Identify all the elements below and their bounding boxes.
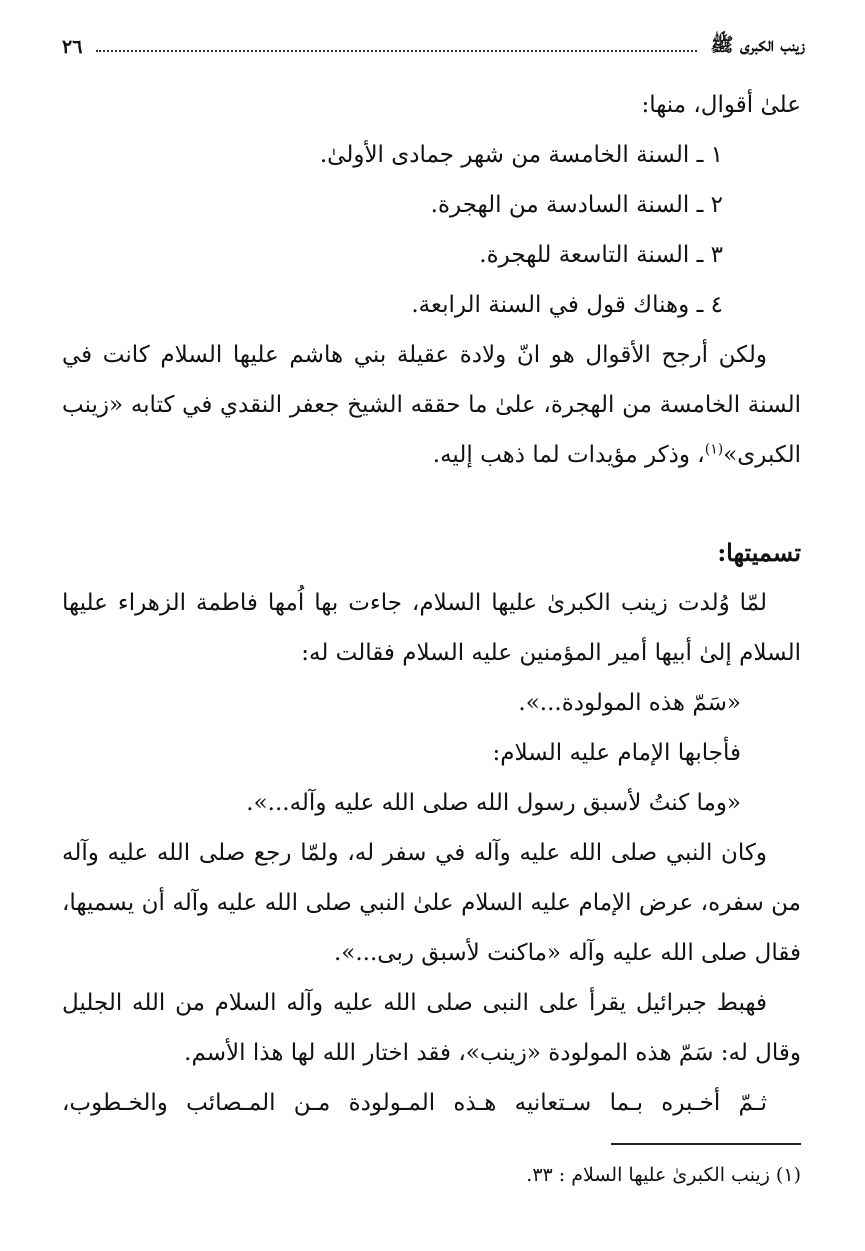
- paragraph-intro: علىٰ أقوال، منها:: [641, 92, 801, 118]
- running-title: زينب الكبرى ﷺ: [710, 34, 805, 56]
- running-header: [62, 30, 805, 64]
- list-item: ٣ ـ السنة التاسعة للهجرة.: [479, 242, 723, 268]
- paragraph: فهبط جبرائيل يقرأ على النبى صلى الله عليه وآله السلام من الله الجليل وقال له: سَمّ هذه المولودة «زينب»، فقد اختار الله لها هذا الأسم.: [62, 990, 801, 1066]
- footnote-divider: [611, 1143, 801, 1145]
- list-item: ٤ ـ وهناك قول في السنة الرابعة.: [411, 292, 723, 318]
- section-heading: تسميتها:: [717, 538, 801, 567]
- quote: «وما كنتُ لأسبق رسول الله صلى الله عليه وآله...».: [246, 790, 741, 816]
- footnote: (١) زينب الكبرىٰ عليها السلام : ٣٣.: [526, 1164, 801, 1186]
- list-item: ٢ ـ السنة السادسة من الهجرة.: [430, 192, 723, 218]
- paragraph: وكان النبي صلى الله عليه وآله في سفر له، ولمّا رجع صلى الله عليه وآله من سفره، عرض الإمام عليه السلام علىٰ النبي صلى الله عليه وآله أن يسميها، فقال صلى الله عليه وآله «ماكنت لأسبق ربى...».: [62, 840, 801, 966]
- main-text: [62, 80, 801, 1128]
- quote: «سَمّ هذه المولودة...».: [518, 690, 741, 716]
- paragraph: لمّا وُلدت زينب الكبرىٰ عليها السلام، جاءت بها اُمها فاطمة الزهراء عليها السلام إلىٰ أبيها أمير المؤمنين عليه السلام فقالت له:: [62, 590, 801, 666]
- paragraph-birth-date-tail: ، وذكر مؤيدات لما ذهب إليه.: [432, 442, 705, 468]
- paragraph-birth-date-text: ولكن أرجح الأقوال هو انّ ولادة عقيلة بني هاشم عليها السلام كانت في السنة الخامسة من الهجرة، علىٰ ما حققه الشيخ جعفر النقدي في كتابه «زينب الكبرى»: [62, 342, 801, 468]
- leader-dots: [96, 50, 696, 52]
- footnote-marker: (١): [704, 441, 724, 458]
- paragraph: فأجابها الإمام عليه السلام:: [492, 740, 741, 766]
- list-item: ١ ـ السنة الخامسة من شهر جمادى الأولىٰ.: [319, 142, 723, 168]
- paragraph: ثـمّ أخـبره بـما سـتعانيه هـذه المـولودة مـن المـصائب والخـطوب،: [62, 1090, 767, 1116]
- paragraph-birth-date: [62, 330, 801, 480]
- page-number: ٢٦: [62, 36, 83, 58]
